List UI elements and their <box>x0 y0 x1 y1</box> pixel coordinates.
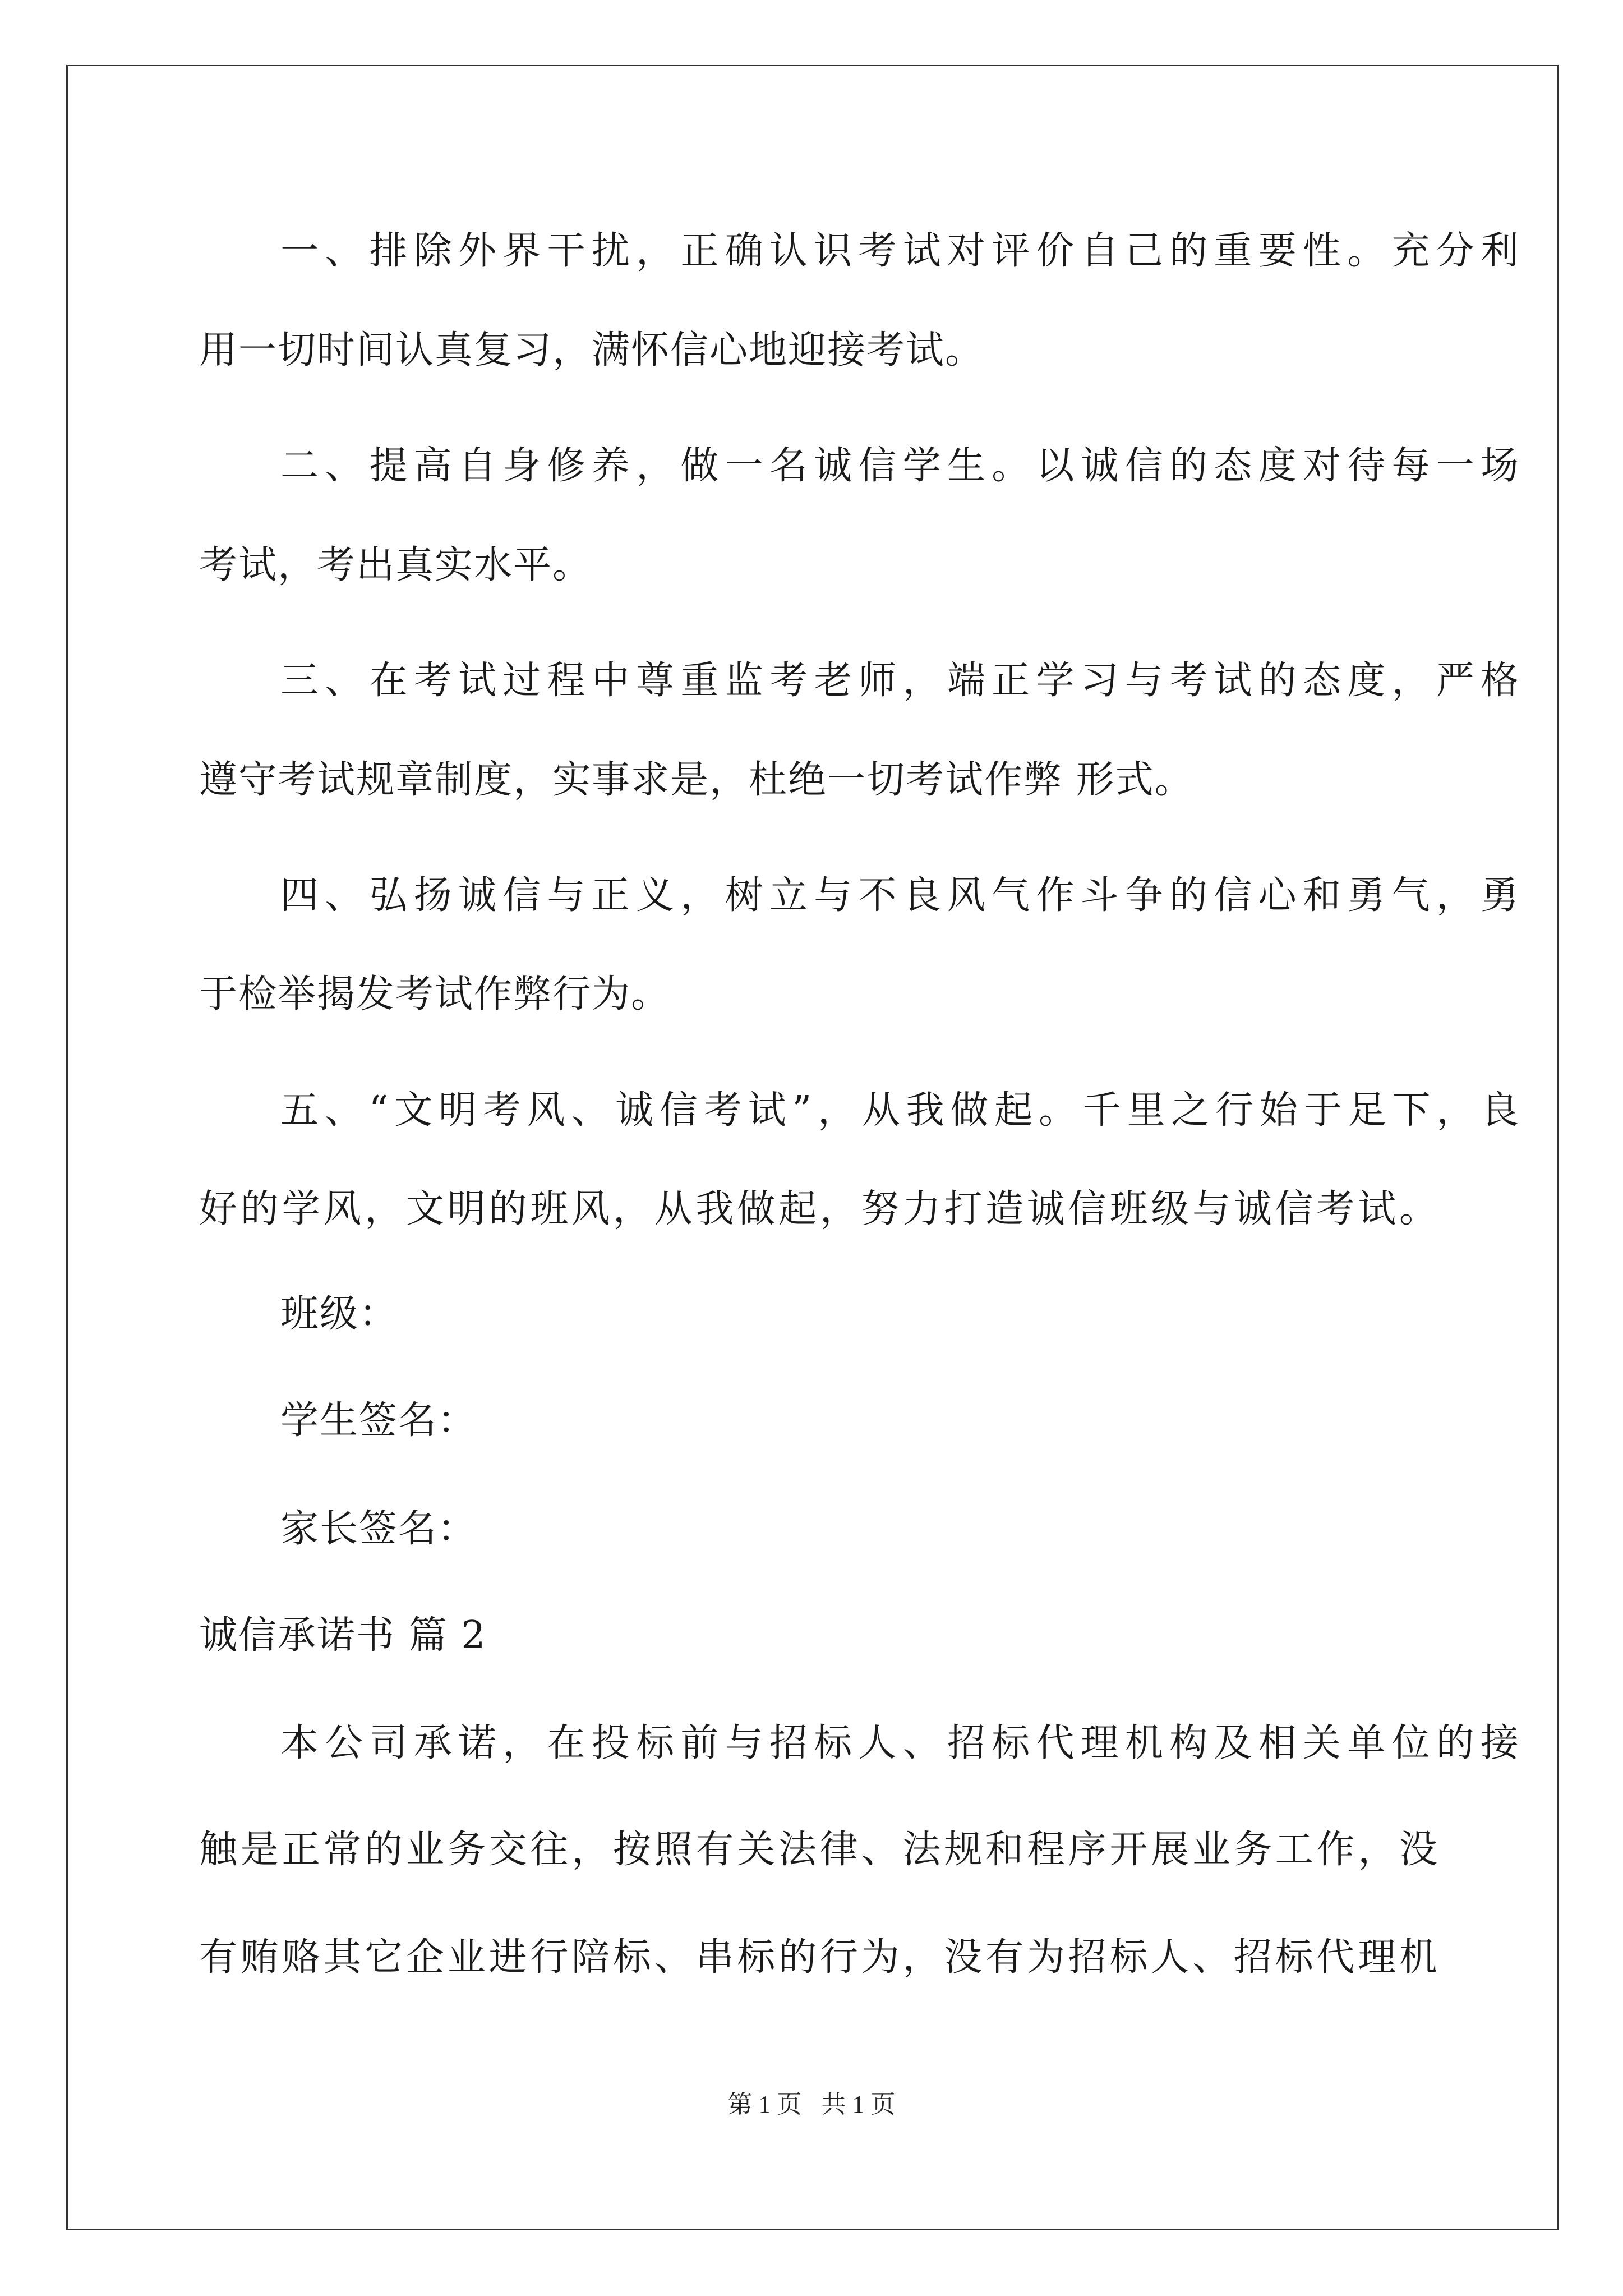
paragraph-line: 触是正常的业务交往，按照有关法律、法规和程序开展业务工作，没 <box>199 1828 1438 1872</box>
paragraph-line: 用一切时间认真复习，满怀信心地迎接考试。 <box>199 328 985 372</box>
paragraph-line: 二、提高自身修养，做一名诚信学生。以诚信的态度对待每一场 <box>280 444 1520 488</box>
class-label: 班级： <box>280 1292 399 1336</box>
parent-signature-label: 家长签名： <box>280 1507 477 1551</box>
paragraph-line: 四、弘扬诚信与正义，树立与不良风气作斗争的信心和勇气，勇 <box>280 873 1520 918</box>
page-number: 第 1 页 <box>727 2091 802 2118</box>
paragraph-line: 遵守考试规章制度，实事求是，杜绝一切考试作弊 形式。 <box>199 758 1194 802</box>
paragraph-line: 一、排除外界干扰，正确认识考试对评价自己的重要性。充分利 <box>280 229 1520 273</box>
paragraph-line: 好的学风，文明的班风，从我做起，努力打造诚信班级与诚信考试。 <box>199 1187 1438 1231</box>
paragraph-line: 于检举揭发考试作弊行为。 <box>199 972 671 1016</box>
paragraph-line: 考试，考出真实水平。 <box>199 543 592 587</box>
student-signature-label: 学生签名： <box>280 1398 477 1443</box>
paragraph-line: 有贿赂其它企业进行陪标、串标的行为，没有为招标人、招标代理机 <box>199 1935 1438 1980</box>
paragraph-line: 五、“文明考风、诚信考试”，从我做起。千里之行始于足下，良 <box>280 1088 1520 1133</box>
page-border <box>66 65 1559 2230</box>
paragraph-line: 三、在考试过程中尊重监考老师，端正学习与考试的态度，严格 <box>280 659 1520 703</box>
section-heading: 诚信承诺书 篇 2 <box>199 1613 487 1658</box>
paragraph-line: 本公司承诺，在投标前与招标人、招标代理机构及相关单位的接 <box>280 1721 1520 1765</box>
page-total: 共 1 页 <box>821 2091 896 2118</box>
page-footer <box>0 2088 1623 2122</box>
